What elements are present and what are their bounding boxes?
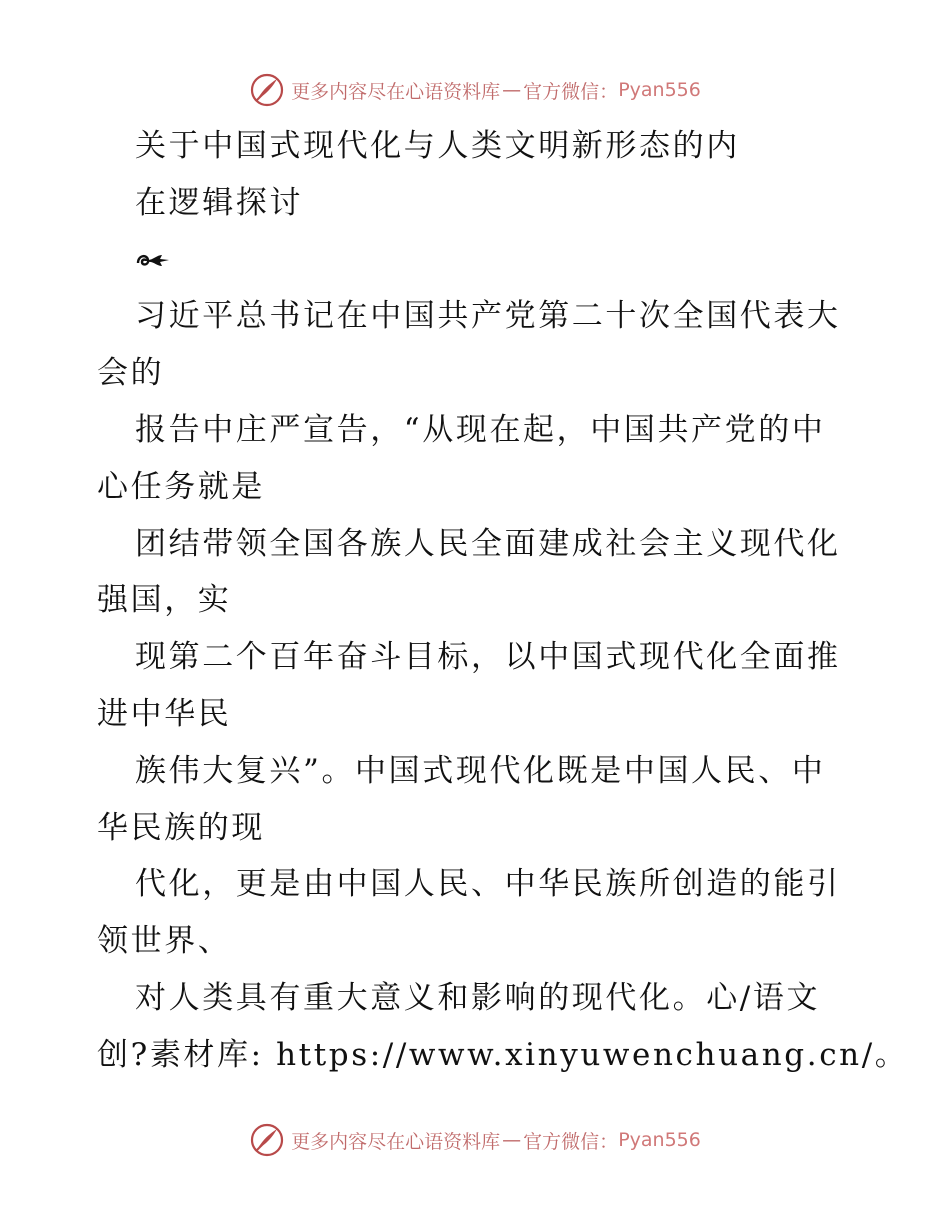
footer-watermark	[0, 1120, 950, 1160]
paragraph-line: 代化，更是由中国人民、中华民族所创造的能引	[135, 866, 841, 903]
quill-seal-icon	[249, 1122, 285, 1158]
document-title-line-1: 关于中国式现代化与人类文明新形态的内	[135, 128, 740, 164]
watermark-text: 更多内容尽在心语资料库	[291, 1130, 501, 1153]
paragraph-line: 领世界、	[97, 923, 232, 960]
quill-seal-icon	[249, 72, 285, 108]
watermark-account: Pyan556	[618, 79, 701, 101]
paragraph-line: 族伟大复兴”。中国式现代化既是中国人民、中	[135, 752, 826, 789]
watermark-dash: —	[502, 79, 522, 101]
document-body	[97, 118, 909, 1084]
paragraph-line: 创?素材库: https://www.xinyuwenchuang.cn/。	[97, 1036, 909, 1073]
paragraph-line: 现第二个百年奋斗目标，以中国式现代化全面推	[135, 639, 841, 676]
paragraph-line: 心任务就是	[97, 468, 265, 505]
paragraph-line: 习近平总书记在中国共产党第二十次全国代表大	[135, 298, 841, 335]
paragraph-line: 强国，实	[97, 582, 232, 619]
header-watermark	[0, 70, 950, 110]
watermark-text: 更多内容尽在心语资料库	[291, 80, 501, 103]
watermark-account: Pyan556	[618, 1129, 701, 1151]
paragraph-line: 华民族的现	[97, 809, 265, 846]
watermark-label: 官方微信：	[523, 1130, 619, 1153]
paragraph-line: 报告中庄严宣告，“从现在起，中国共产党的中	[135, 411, 826, 448]
paragraph-line: 进中华民	[97, 695, 232, 732]
paragraph-line: 团结带领全国各族人民全面建成社会主义现代化	[135, 525, 841, 562]
paragraph-line: 会的	[97, 355, 165, 392]
paragraph-line: 对人类具有重大意义和影响的现代化。心/语文	[135, 979, 821, 1016]
document-title-line-2: 在逻辑探讨	[135, 184, 303, 221]
fleuron-icon	[97, 232, 857, 289]
watermark-label: 官方微信：	[523, 80, 619, 103]
watermark-dash: —	[502, 1129, 522, 1151]
